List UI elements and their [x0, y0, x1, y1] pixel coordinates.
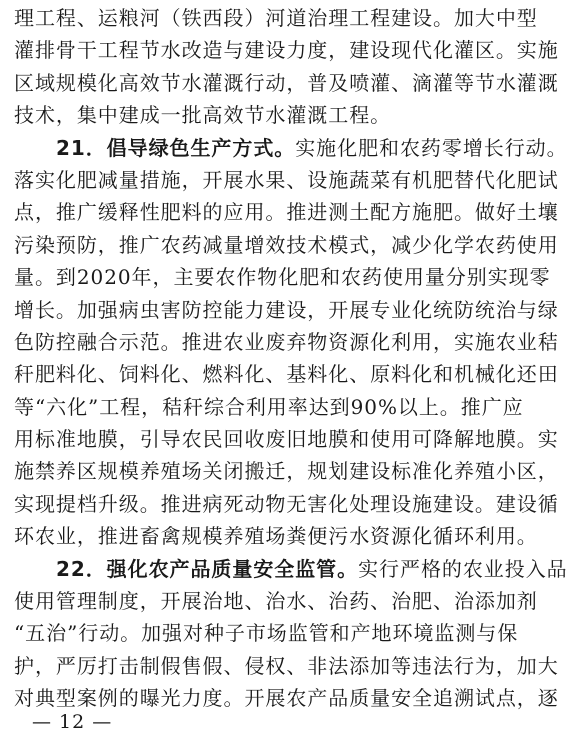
text-line [14, 358, 559, 390]
text-line [14, 229, 559, 261]
line-text: 理工程、运粮河（铁西段）河道治理工程建设。加大中型 [14, 6, 538, 30]
text-line [14, 585, 538, 617]
text-line [14, 650, 559, 682]
page-number: — 12 — [32, 711, 113, 733]
line-text: 灌排骨干工程节水改造与建设力度，建设现代化灌区。实施 [14, 38, 559, 63]
line-text: 秆肥料化、饲料化、燃料化、基料化、原料化和机械化还田 [14, 362, 559, 387]
section-22-first-line [14, 553, 568, 585]
text-line [14, 682, 559, 714]
text-line [14, 294, 559, 326]
line-text: 量。到2020年，主要农作物化肥和农药使用量分别实现零 [14, 265, 551, 290]
line-text: 点，推广缓释性肥料的应用。推进测土配方施肥。做好土壤 [14, 200, 559, 225]
line-text: 实现提档升级。推进病死动物无害化处理设施建设。建设循 [14, 491, 559, 516]
text-line [14, 34, 559, 66]
text-line [14, 164, 559, 196]
line-text: 色防控融合示范。推进农业废弃物资源化利用，实施农业秸 [14, 329, 559, 354]
line-text: 落实化肥减量措施，开展水果、设施蔬菜有机肥替代化肥试 [14, 167, 559, 192]
line-text: 增长。加强病虫害防控能力建设，开展专业化统防统治与绿 [14, 297, 559, 322]
line-text: 污染预防，推广农药减量增效技术模式，减少化学农药使用 [14, 232, 559, 257]
line-text: 对典型案例的曝光力度。开展农产品质量安全追溯试点，逐 [14, 686, 559, 711]
section-heading: 21．倡导绿色生产方式。 [56, 135, 296, 160]
text-line [14, 67, 559, 99]
line-text: 实施化肥和农药零增长行动。 [295, 135, 568, 160]
section-heading: 22．强化农产品质量安全监管。 [56, 556, 359, 581]
text-line [14, 455, 559, 487]
section-21-first-line [14, 132, 568, 164]
text-line [14, 488, 559, 520]
text-line [14, 196, 559, 228]
text-line [14, 261, 551, 293]
text-line [14, 99, 486, 131]
line-text: 施禁养区规模养殖场关闭搬迁，规划建设标准化养殖小区， [14, 459, 559, 484]
text-line [14, 520, 538, 552]
line-text: “五治”行动。加强对种子市场监管和产地环境监测与保 [14, 621, 519, 646]
text-line [14, 617, 519, 649]
line-text: 技术，集中建成一批高效节水灌溉工程。 [14, 103, 392, 128]
line-text: 区域规模化高效节水灌溉行动，普及喷灌、滴灌等节水灌溉 [14, 70, 559, 95]
line-text: 环农业，推进畜禽规模养殖场粪便污水资源化循环利用。 [14, 524, 538, 549]
line-text: 使用管理制度，开展治地、治水、治药、治肥、治添加剂 [14, 589, 538, 614]
text-line [14, 2, 538, 34]
line-text: 用标准地膜，引导农民回收废旧地膜和使用可降解地膜。实 [14, 427, 559, 452]
line-text: 护，严厉打击制假售假、侵权、非法添加等违法行为，加大 [14, 653, 559, 678]
line-text: 等“六化”工程，秸秆综合利用率达到90%以上。推广应 [14, 394, 524, 419]
text-line [14, 423, 559, 455]
text-line [14, 326, 559, 358]
line-text: 实行严格的农业投入品 [358, 556, 568, 581]
text-line [14, 391, 524, 423]
